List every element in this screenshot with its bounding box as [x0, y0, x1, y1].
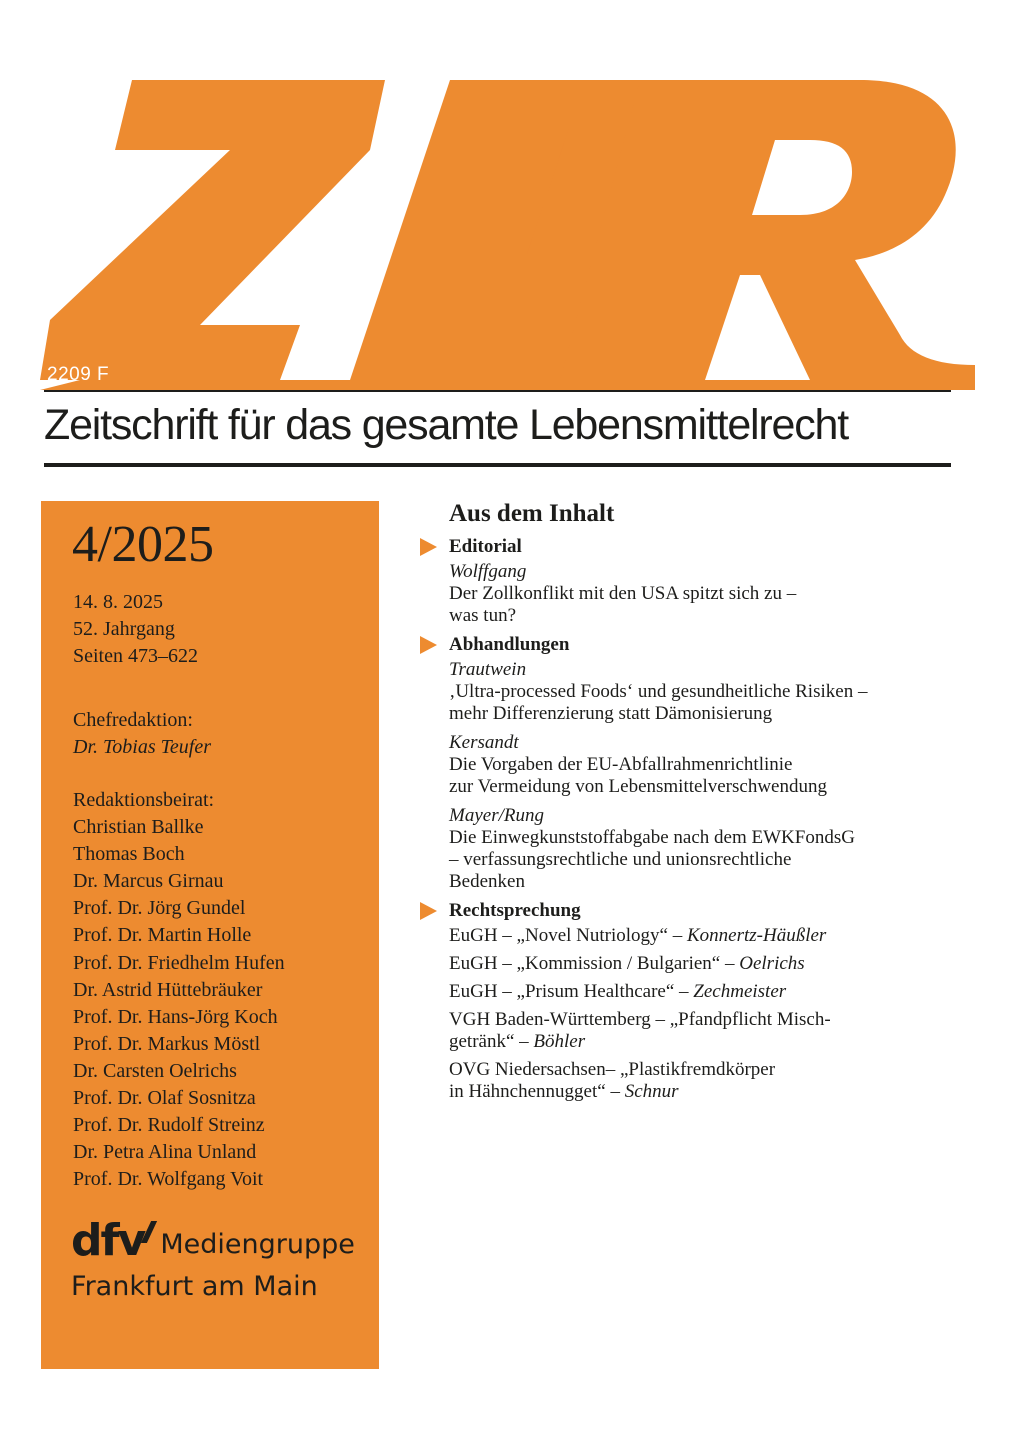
- board-member: Dr. Astrid Hüttebräuker: [73, 978, 263, 1001]
- entry-author: Trautwein: [449, 659, 527, 680]
- board-member: Christian Ballke: [73, 816, 204, 839]
- toc-section-abhandlungen: [420, 634, 980, 893]
- publisher-name: Mediengruppe: [160, 1229, 355, 1260]
- case-entry: [449, 925, 980, 947]
- issn-code: 2209 F: [47, 364, 110, 385]
- section-header: [420, 634, 980, 656]
- issue-number: 4/2025: [72, 516, 214, 573]
- case-annotator: Konnertz-Häußler: [686, 925, 827, 946]
- section-header: [420, 536, 980, 558]
- zlr-logo: [40, 80, 975, 390]
- board-member: Prof. Dr. Olaf Sosnitza: [73, 1087, 256, 1110]
- board-member: Prof. Dr. Jörg Gundel: [73, 897, 246, 920]
- board-member: Prof. Dr. Martin Holle: [73, 924, 252, 947]
- sidebar-panel: [41, 501, 379, 1369]
- orange-arrow-icon: [420, 902, 437, 920]
- chief-editor-name: Dr. Tobias Teufer: [73, 736, 212, 758]
- case-title: EuGH – „Kommission / Bulgarien“ –: [449, 953, 740, 974]
- entry-author: Mayer/Rung: [449, 805, 544, 826]
- case-title: EuGH – „Prisum Healthcare“ –: [449, 981, 694, 1002]
- toc-section-editorial: [420, 536, 980, 627]
- dfv-mark: dfv: [71, 1215, 145, 1266]
- case-title: EuGH – „Novel Nutriology“ –: [449, 925, 687, 946]
- section-title: Abhandlungen: [449, 634, 570, 655]
- editorial-board-label: Redaktionsbeirat:: [73, 789, 215, 811]
- case-entry: [449, 1009, 980, 1053]
- issue-volume: 52. Jahrgang: [73, 618, 175, 640]
- orange-arrow-icon: [420, 636, 437, 654]
- board-member: Dr. Marcus Girnau: [73, 870, 224, 893]
- entry-author: Wolffgang: [449, 561, 527, 582]
- journal-title: Zeitschrift für das gesamte Lebensmittelrecht: [44, 401, 848, 449]
- board-member: Thomas Boch: [73, 843, 185, 866]
- orange-arrow-icon: [420, 538, 437, 556]
- case-entry: [449, 981, 980, 1003]
- chief-editor-label: Chefredaktion:: [73, 709, 193, 731]
- section-title: Rechtsprechung: [449, 900, 581, 921]
- case-annotator: Schnur: [624, 1081, 679, 1102]
- board-member: Prof. Dr. Hans-Jörg Koch: [73, 1005, 278, 1028]
- publisher-wordmark: [71, 1215, 355, 1266]
- toc-entry: [449, 732, 980, 798]
- publisher-logo: [71, 1215, 355, 1302]
- section-title: Editorial: [449, 536, 522, 557]
- case-entry: [449, 953, 980, 975]
- entry-title: Der Zollkonflikt mit den USA spitzt sich zu – was tun?: [449, 583, 797, 626]
- issue-meta: [73, 589, 198, 670]
- case-title: OVG Niedersachsen– „Plastikfremdkörper in Hähnchennugget“ –: [449, 1059, 776, 1102]
- masthead-rule-top: [44, 390, 951, 392]
- issue-pages: Seiten 473–622: [73, 645, 198, 667]
- toc-section-rechtsprechung: [420, 900, 980, 1103]
- entry-title: ‚Ultra-processed Foods‘ und gesundheitliche Risiken – mehr Differenzierung statt Dämonisierung: [449, 681, 868, 724]
- entry-title: Die Einwegkunststoffabgabe nach dem EWKFondsG – verfassungsrechtliche und unionsrechtliche Bedenken: [449, 827, 855, 892]
- toc-entry: [449, 561, 980, 627]
- board-member: Prof. Dr. Friedhelm Hufen: [73, 951, 285, 974]
- masthead-rule-bottom: [44, 463, 951, 467]
- toc-heading: Aus dem Inhalt: [449, 500, 615, 527]
- board-member: Dr. Carsten Oelrichs: [73, 1059, 237, 1082]
- entry-author: Kersandt: [449, 732, 519, 753]
- chief-editor-block: [73, 707, 211, 761]
- case-annotator: Oelrichs: [739, 953, 805, 974]
- case-annotator: Böhler: [533, 1031, 586, 1052]
- board-member: Prof. Dr. Markus Möstl: [73, 1032, 261, 1055]
- case-entry: [449, 1059, 980, 1103]
- entry-title: Die Vorgaben der EU-Abfallrahmenrichtlinie zur Vermeidung von Lebensmittelverschwendung: [449, 754, 827, 797]
- issue-date: 14. 8. 2025: [73, 591, 163, 613]
- board-member: Prof. Dr. Rudolf Streinz: [73, 1114, 265, 1137]
- section-header: [420, 900, 980, 922]
- board-member: Prof. Dr. Wolfgang Voit: [73, 1168, 264, 1191]
- toc-entry: [449, 659, 980, 725]
- case-annotator: Zechmeister: [693, 981, 787, 1002]
- publisher-city: Frankfurt am Main: [71, 1271, 318, 1302]
- case-title: VGH Baden-Württemberg – „Pfandpflicht Misch- getränk“ –: [449, 1009, 831, 1052]
- table-of-contents: [420, 500, 980, 1109]
- board-member: Dr. Petra Alina Unland: [73, 1141, 257, 1164]
- toc-entry: [449, 805, 980, 893]
- editorial-board: [73, 787, 285, 1193]
